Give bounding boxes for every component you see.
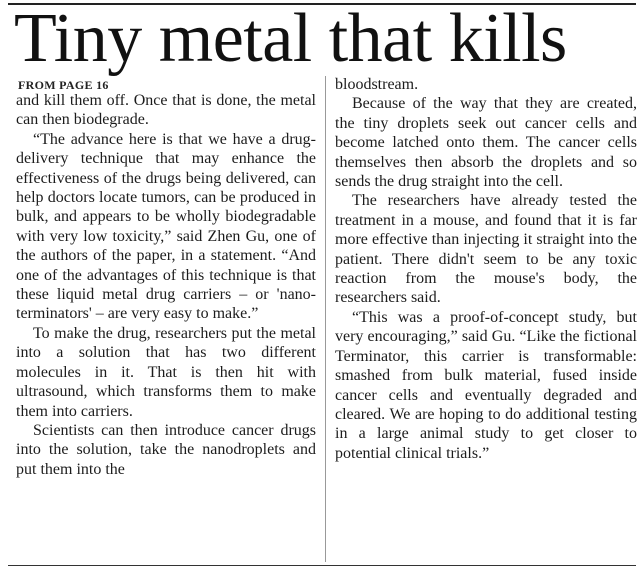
paragraph: Because of the way that they are created, the tiny droplets seek out cancer cells and become latched onto them. The cancer cells themselves then absorb the droplets and so sends the drug straight into the cell. [335, 95, 637, 191]
paragraph: The researchers have already tested the treatment in a mouse, and found that it is far more effective than injecting it straight into the patient. There didn't seem to be any toxic reaction from the mouse's body, the researchers said. [335, 192, 637, 307]
paragraph: bloodstream. [335, 76, 419, 93]
left-column [16, 91, 316, 479]
continued-from-label: FROM PAGE 16 [18, 78, 109, 92]
paragraph: Scientists can then introduce cancer drugs into the solution, take the nanodroplets and put them into the [16, 421, 316, 478]
bottom-rule [8, 565, 636, 566]
right-column [335, 75, 637, 463]
headline: Tiny metal that kills [14, 0, 567, 77]
paragraph: To make the drug, researchers put the metal into a solution that has two different molecules in it. That is then hit with ultrasound, which transforms them to make them into carriers. [16, 324, 316, 420]
paragraph: “This was a proof-of-concept study, but very encouraging,” said Gu. “Like the fictional Terminator, this carrier is transformable: smashed from bulk material, fused inside cancer cells and eventually degraded and cleared. We are hoping to do additional testing in a large animal study to get closer to potential clinical trials.” [335, 308, 637, 462]
paragraph: “The advance here is that we have a drug-delivery technique that may enhance the effectiveness of the drugs being delivered, can help doctors locate tumors, can be produced in bulk, and appears to be wholly biodegradable with very low toxicity,” said Zhen Gu, one of the authors of the paper, in a statement. “And one of the advantages of this technique is that these liquid metal drug carriers – or 'nano-terminators' – are very easy to make.” [16, 130, 316, 323]
column-divider [325, 76, 326, 562]
paragraph: and kill them off. Once that is done, the metal can then biodegrade. [16, 92, 316, 129]
